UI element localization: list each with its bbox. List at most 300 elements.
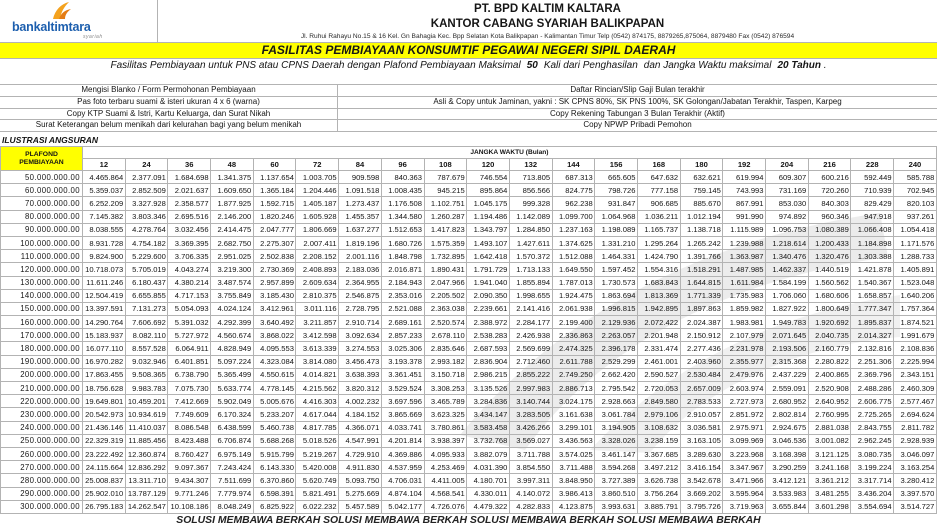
installment-cell: 5.359.037 — [83, 184, 126, 197]
installment-cell: 1.237.163 — [552, 223, 595, 236]
subtitle-text-2: Kali dari Penghasilan — [543, 60, 638, 71]
installment-cell: 4.014.821 — [296, 368, 339, 381]
installment-cell: 2.529.299 — [595, 355, 638, 368]
plafond-cell: 160.000.000.00 — [1, 316, 83, 329]
installment-cell: 1.560.562 — [808, 276, 851, 289]
installment-row — [1, 421, 937, 434]
installment-cell: 3.121.125 — [808, 447, 851, 460]
installment-cell: 1.284.850 — [509, 223, 552, 236]
installment-cell: 999.328 — [509, 197, 552, 210]
installment-cell: 3.046.097 — [894, 447, 937, 460]
installment-cell: 1.341.375 — [211, 171, 254, 184]
installment-cell: 3.601.298 — [808, 500, 851, 513]
installment-cell: 2.129.936 — [595, 316, 638, 329]
branch-name: KANTOR CABANG SYARIAH BALIKPAPAN — [430, 18, 665, 30]
installment-cell: 619.994 — [723, 171, 766, 184]
installment-cell: 2.479.976 — [723, 368, 766, 381]
installment-cell: 7.779.974 — [211, 487, 254, 500]
installment-cell: 14.290.764 — [83, 316, 126, 329]
installment-cell: 1.996.815 — [595, 302, 638, 315]
installment-cell: 1.344.580 — [381, 210, 424, 223]
max-term: 20 Tahun — [777, 60, 821, 71]
installment-cell: 3.529.524 — [381, 382, 424, 395]
installment-cell: 1.115.989 — [723, 223, 766, 236]
installment-cell: 3.108.632 — [637, 421, 680, 434]
installment-cell: 14.262.547 — [125, 500, 168, 513]
installment-cell: 1.874.521 — [894, 316, 937, 329]
installment-cell: 9.508.365 — [125, 368, 168, 381]
installment-cell: 4.253.469 — [424, 461, 467, 474]
installment-row — [1, 236, 937, 249]
installment-cell: 3.711.788 — [509, 447, 552, 460]
installment-cell: 17.863.455 — [83, 368, 126, 381]
installment-row — [1, 302, 937, 315]
installment-cell: 1.374.625 — [552, 236, 595, 249]
installment-cell: 2.975.971 — [723, 421, 766, 434]
installment-cell: 3.997.311 — [509, 474, 552, 487]
installment-cell: 840.363 — [381, 171, 424, 184]
installment-cell: 3.011.116 — [296, 302, 339, 315]
installment-cell: 3.487.574 — [211, 276, 254, 289]
installment-cell: 6.180.437 — [125, 276, 168, 289]
installment-cell: 2.388.972 — [467, 316, 510, 329]
installment-row — [1, 355, 937, 368]
installment-cell: 2.559.091 — [766, 382, 809, 395]
installment-cell: 2.488.286 — [851, 382, 894, 395]
plafond-cell: 210.000.000.00 — [1, 382, 83, 395]
installment-cell: 2.640.952 — [808, 395, 851, 408]
installment-cell: 647.632 — [637, 171, 680, 184]
installment-cell: 3.317.714 — [851, 474, 894, 487]
subtitle-end: . — [823, 60, 827, 71]
installment-cell: 2.694.624 — [894, 408, 937, 421]
installment-cell: 2.546.875 — [339, 289, 382, 302]
installment-cell: 2.358.577 — [168, 197, 211, 210]
installment-cell: 2.414.475 — [211, 223, 254, 236]
installment-cell: 2.007.411 — [296, 236, 339, 249]
requirement-right: Daftar Rincian/Slip Gaji Bulan terakhir — [570, 85, 705, 94]
installment-cell: 931.847 — [595, 197, 638, 210]
installment-cell: 710.939 — [851, 184, 894, 197]
installment-cell: 3.150.718 — [424, 368, 467, 381]
installment-cell: 3.697.596 — [381, 395, 424, 408]
installment-cell: 2.014.327 — [851, 329, 894, 342]
installment-cell: 1.730.573 — [595, 276, 638, 289]
term-header: JANGKA WAKTU (Bulan) — [83, 147, 937, 159]
installment-cell: 3.036.581 — [680, 421, 723, 434]
term-header-cell: 156 — [595, 159, 638, 171]
installment-cell: 3.347.967 — [723, 461, 766, 474]
installment-cell: 829.429 — [851, 197, 894, 210]
installment-cell: 2.749.250 — [552, 368, 595, 381]
installment-cell: 3.756.264 — [637, 487, 680, 500]
installment-cell: 787.679 — [424, 171, 467, 184]
installment-cell: 11.410.037 — [125, 421, 168, 434]
subtitle-text-1: Fasilitas Pembiayaan untuk PNS atau CPNS Daerah dengan Plafond Pembiayaan Maksimal — [110, 60, 521, 71]
installment-cell: 7.749.609 — [168, 408, 211, 421]
installment-cell: 2.577.467 — [894, 395, 937, 408]
installment-cell: 7.511.699 — [211, 474, 254, 487]
requirement-right: Asli & Copy untuk Jaminan, yakni : SK CPNS 80%, SK PNS 100%, SK Golongan/Jabatan Terakhir, Taspen, Karpeg — [433, 96, 842, 106]
installment-cell: 609.307 — [766, 171, 809, 184]
installment-cell: 1.732.895 — [424, 250, 467, 263]
installment-cell: 1.649.550 — [552, 263, 595, 276]
installment-cell: 2.377.091 — [125, 171, 168, 184]
installment-cell: 2.107.979 — [723, 329, 766, 342]
bank-name: PT. BPD KALTIM KALTARA — [474, 3, 621, 15]
installment-cell: 1.080.389 — [808, 223, 851, 236]
installment-cell: 4.729.910 — [339, 447, 382, 460]
installment-cell: 600.216 — [808, 171, 851, 184]
installment-cell: 4.180.701 — [467, 474, 510, 487]
installment-cell: 3.412.961 — [253, 302, 296, 315]
installment-cell: 3.061.784 — [595, 408, 638, 421]
installment-row — [1, 461, 937, 474]
installment-cell: 4.043.274 — [168, 263, 211, 276]
installment-cell: 1.998.655 — [509, 289, 552, 302]
footer-slogan: SOLUSI MEMBAWA BERKAH SOLUSI MEMBAWA BERKAH SOLUSI MEMBAWA BERKAH SOLUSI MEMBAWA BERKAH — [176, 515, 761, 526]
installment-cell: 5.688.268 — [253, 434, 296, 447]
installment-cell: 2.275.307 — [253, 236, 296, 249]
installment-cell: 585.788 — [894, 171, 937, 184]
installment-cell: 8.048.249 — [211, 500, 254, 513]
installment-cell: 991.990 — [723, 210, 766, 223]
installment-cell: 2.072.422 — [637, 316, 680, 329]
installment-cell: 6.170.324 — [211, 408, 254, 421]
installment-cell: 2.680.952 — [766, 395, 809, 408]
installment-cell: 3.865.669 — [381, 408, 424, 421]
installment-cell: 1.036.211 — [637, 210, 680, 223]
installment-cell: 4.416.303 — [296, 395, 339, 408]
installment-cell: 2.857.233 — [381, 329, 424, 342]
installment-cell: 1.592.715 — [253, 197, 296, 210]
installment-cell: 3.711.488 — [552, 461, 595, 474]
max-multiplier: 50 — [526, 60, 538, 71]
installment-cell: 2.851.972 — [723, 408, 766, 421]
installment-cell: 4.123.875 — [552, 500, 595, 513]
installment-cell: 12.504.419 — [83, 289, 126, 302]
installment-cell: 6.252.209 — [83, 197, 126, 210]
installment-cell: 2.461.001 — [637, 355, 680, 368]
installment-cell: 9.983.783 — [125, 382, 168, 395]
installment-cell: 1.365.184 — [253, 184, 296, 197]
installment-cell: 4.140.072 — [509, 487, 552, 500]
plafond-header-label: PLAFOND PEMBIAYAAN — [19, 150, 64, 166]
installment-cell: 2.986.215 — [467, 368, 510, 381]
installment-cell: 4.024.124 — [211, 302, 254, 315]
installment-cell: 2.331.474 — [637, 342, 680, 355]
installment-row — [1, 342, 937, 355]
installment-cell: 1.391.766 — [680, 250, 723, 263]
installment-cell: 2.024.387 — [680, 316, 723, 329]
installment-row — [1, 408, 937, 421]
installment-cell: 3.481.255 — [808, 487, 851, 500]
installment-cell: 8.423.488 — [168, 434, 211, 447]
installment-row — [1, 316, 937, 329]
installment-cell: 3.274.553 — [339, 342, 382, 355]
installment-cell: 2.569.699 — [509, 342, 552, 355]
installment-cell: 3.542.678 — [680, 474, 723, 487]
installment-cell: 6.438.599 — [211, 421, 254, 434]
installment-cell: 3.426.266 — [509, 421, 552, 434]
installment-cell: 1.440.519 — [808, 263, 851, 276]
installment-cell: 2.590.527 — [637, 368, 680, 381]
installment-cell: 3.369.395 — [168, 236, 211, 249]
installment-cell: 1.102.751 — [424, 197, 467, 210]
installment-cell: 15.183.937 — [83, 329, 126, 342]
installment-cell: 1.683.843 — [637, 276, 680, 289]
installment-cell: 7.606.692 — [125, 316, 168, 329]
installment-cell: 6.064.911 — [168, 342, 211, 355]
installment-cell: 6.401.851 — [168, 355, 211, 368]
installment-cell: 5.093.750 — [339, 474, 382, 487]
installment-cell: 3.211.857 — [296, 316, 339, 329]
installment-cell: 3.135.526 — [467, 382, 510, 395]
installment-row — [1, 197, 937, 210]
installment-cell: 2.280.822 — [808, 355, 851, 368]
installment-cell: 3.583.458 — [467, 421, 510, 434]
installment-row — [1, 487, 937, 500]
installment-cell: 2.979.106 — [637, 408, 680, 421]
installment-cell: 2.426.938 — [509, 329, 552, 342]
installment-cell: 1.194.486 — [467, 210, 510, 223]
installment-row — [1, 263, 937, 276]
logo-wordmark: bankaltimtara — [12, 20, 91, 34]
installment-cell: 16.970.282 — [83, 355, 126, 368]
installment-cell: 2.910.714 — [339, 316, 382, 329]
installment-cell: 1.523.048 — [894, 276, 937, 289]
installment-cell: 1.142.089 — [509, 210, 552, 223]
installment-cell: 1.640.206 — [894, 289, 937, 302]
installment-cell: 2.315.368 — [766, 355, 809, 368]
plafond-cell: 170.000.000.00 — [1, 329, 83, 342]
plafond-cell: 100.000.000.00 — [1, 236, 83, 249]
installment-cell: 3.099.969 — [723, 434, 766, 447]
installment-cell: 3.092.634 — [339, 329, 382, 342]
installment-cell: 2.687.593 — [467, 342, 510, 355]
installment-cell: 2.071.645 — [766, 329, 809, 342]
installment-cell: 840.303 — [808, 197, 851, 210]
installment-cell: 3.655.844 — [766, 500, 809, 513]
plafond-cell: 250.000.000.00 — [1, 434, 83, 447]
installment-cell: 2.795.542 — [595, 382, 638, 395]
installment-cell: 5.902.049 — [211, 395, 254, 408]
installment-cell: 1.198.089 — [595, 223, 638, 236]
plafond-cell: 300.000.000.00 — [1, 500, 83, 513]
installment-cell: 5.620.749 — [296, 474, 339, 487]
bank-logo-icon — [50, 1, 72, 20]
installment-cell: 592.449 — [851, 171, 894, 184]
installment-cell: 2.016.871 — [381, 263, 424, 276]
installment-cell: 26.795.183 — [83, 500, 126, 513]
installment-cell: 3.554.694 — [851, 500, 894, 513]
installment-cell: 1.570.372 — [509, 250, 552, 263]
installment-cell: 3.993.631 — [595, 500, 638, 513]
installment-cell: 1.942.895 — [637, 302, 680, 315]
term-header-cell: 192 — [723, 159, 766, 171]
installment-cell: 1.260.287 — [424, 210, 467, 223]
installment-cell: 3.397.570 — [894, 487, 937, 500]
installment-cell: 2.725.265 — [851, 408, 894, 421]
installment-cell: 1.897.863 — [680, 302, 723, 315]
installment-cell: 1.200.433 — [808, 236, 851, 249]
installment-cell: 10.108.186 — [168, 500, 211, 513]
installment-cell: 2.836.904 — [467, 355, 510, 368]
installment-cell: 1.735.983 — [723, 289, 766, 302]
installment-cell: 10.934.619 — [125, 408, 168, 421]
installment-cell: 4.537.959 — [381, 461, 424, 474]
installment-cell: 1.983.981 — [723, 316, 766, 329]
installment-cell: 867.991 — [723, 197, 766, 210]
installment-row — [1, 223, 937, 236]
installment-cell: 937.261 — [894, 210, 937, 223]
installment-cell: 2.928.939 — [894, 434, 937, 447]
installment-cell: 2.403.960 — [680, 355, 723, 368]
installment-cell: 1.462.337 — [766, 263, 809, 276]
plafond-cell: 120.000.000.00 — [1, 263, 83, 276]
installment-cell: 5.005.676 — [253, 395, 296, 408]
installment-cell: 5.275.669 — [339, 487, 382, 500]
installment-cell: 820.103 — [894, 197, 937, 210]
installment-cell: 5.365.499 — [211, 368, 254, 381]
installment-cell: 5.229.600 — [125, 250, 168, 263]
installment-cell: 3.569.027 — [509, 434, 552, 447]
installment-cell: 2.520.574 — [424, 316, 467, 329]
installment-cell: 2.662.420 — [595, 368, 638, 381]
installment-cell: 4.369.886 — [381, 447, 424, 460]
installment-cell: 2.728.795 — [339, 302, 382, 315]
installment-cell: 3.848.950 — [552, 474, 595, 487]
installment-cell: 1.165.737 — [637, 223, 680, 236]
term-header-cell: 84 — [339, 159, 382, 171]
plafond-cell: 60.000.000.00 — [1, 184, 83, 197]
installment-cell: 3.574.025 — [552, 447, 595, 460]
installment-cell: 5.460.738 — [253, 421, 296, 434]
installment-cell: 10.459.201 — [125, 395, 168, 408]
installment-cell: 3.185.430 — [253, 289, 296, 302]
installment-cell: 3.194.905 — [595, 421, 638, 434]
plafond-cell: 220.000.000.00 — [1, 395, 83, 408]
installment-cell: 1.819.196 — [339, 236, 382, 249]
installment-cell: 3.938.397 — [424, 434, 467, 447]
term-header-cell: 180 — [680, 159, 723, 171]
installment-cell: 3.280.412 — [894, 474, 937, 487]
installment-cell: 2.502.838 — [253, 250, 296, 263]
term-header-cell: 144 — [552, 159, 595, 171]
installment-cell: 2.730.369 — [253, 263, 296, 276]
installment-cell: 3.868.022 — [253, 329, 296, 342]
installment-cell: 4.617.044 — [296, 408, 339, 421]
installment-cell: 2.460.309 — [894, 382, 937, 395]
installment-cell: 3.199.224 — [851, 461, 894, 474]
installment-cell: 4.465.864 — [83, 171, 126, 184]
installment-cell: 3.299.101 — [552, 421, 595, 434]
installment-cell: 6.655.855 — [125, 289, 168, 302]
installment-cell: 4.754.182 — [125, 236, 168, 249]
installment-cell: 2.277.436 — [680, 342, 723, 355]
installment-cell: 6.143.330 — [253, 461, 296, 474]
installment-cell: 2.712.460 — [509, 355, 552, 368]
installment-cell: 1.512.088 — [552, 250, 595, 263]
installment-cell: 3.465.789 — [424, 395, 467, 408]
installment-cell: 2.727.973 — [723, 395, 766, 408]
installment-cell: 2.132.816 — [851, 342, 894, 355]
requirement-row — [0, 120, 937, 132]
installment-cell: 3.854.550 — [509, 461, 552, 474]
installment-cell: 3.780.861 — [424, 421, 467, 434]
installment-cell: 1.045.175 — [467, 197, 510, 210]
requirements-table — [0, 84, 937, 132]
installment-cell: 3.436.563 — [552, 434, 595, 447]
installment-cell: 2.193.506 — [766, 342, 809, 355]
installment-cell: 1.295.264 — [637, 236, 680, 249]
installment-cell: 1.991.679 — [894, 329, 937, 342]
installment-cell: 962.238 — [552, 197, 595, 210]
installment-cell: 1.611.984 — [723, 276, 766, 289]
installment-cell: 5.054.093 — [168, 302, 211, 315]
plafond-cell: 290.000.000.00 — [1, 487, 83, 500]
installment-cell: 1.540.367 — [851, 276, 894, 289]
installment-cell: 885.670 — [680, 197, 723, 210]
installment-cell: 18.756.628 — [83, 382, 126, 395]
installment-cell: 2.849.580 — [637, 395, 680, 408]
installment-cell: 9.434.307 — [168, 474, 211, 487]
installment-cell: 3.986.413 — [552, 487, 595, 500]
installment-cell: 2.251.306 — [851, 355, 894, 368]
installment-cell: 13.397.591 — [83, 302, 126, 315]
installment-cell: 9.771.246 — [168, 487, 211, 500]
installment-cell: 1.012.194 — [680, 210, 723, 223]
installment-cell: 702.945 — [894, 184, 937, 197]
installment-cell: 1.806.669 — [296, 223, 339, 236]
installment-cell: 1.554.316 — [637, 263, 680, 276]
installment-cell: 2.881.038 — [808, 421, 851, 434]
installment-cell: 8.557.528 — [125, 342, 168, 355]
installment-cell: 4.095.553 — [253, 342, 296, 355]
installment-cell: 1.890.431 — [424, 263, 467, 276]
installment-cell: 3.163.254 — [894, 461, 937, 474]
plafond-cell: 80.000.000.00 — [1, 210, 83, 223]
installment-cell: 3.290.259 — [766, 461, 809, 474]
installment-cell: 6.706.874 — [211, 434, 254, 447]
installment-cell: 13.311.710 — [125, 474, 168, 487]
installment-cell: 3.626.738 — [637, 474, 680, 487]
installment-row — [1, 171, 937, 184]
installment-cell: 9.032.946 — [125, 355, 168, 368]
installment-cell: 1.054.418 — [894, 223, 937, 236]
installment-cell: 1.003.705 — [296, 171, 339, 184]
installment-cell: 4.828.949 — [211, 342, 254, 355]
installment-cell: 2.239.661 — [467, 302, 510, 315]
installment-row — [1, 434, 937, 447]
installment-table-body — [1, 171, 937, 514]
installment-cell: 3.024.175 — [552, 395, 595, 408]
installment-cell: 2.957.899 — [253, 276, 296, 289]
installment-cell: 1.680.606 — [808, 289, 851, 302]
installment-cell: 2.603.974 — [723, 382, 766, 395]
term-header-cell: 60 — [253, 159, 296, 171]
installment-cell: 1.421.878 — [851, 263, 894, 276]
installment-cell: 5.018.526 — [296, 434, 339, 447]
term-header-row — [1, 159, 937, 171]
term-header-cell: 72 — [296, 159, 339, 171]
installment-cell: 1.800.649 — [808, 302, 851, 315]
installment-cell: 2.437.229 — [766, 368, 809, 381]
installment-cell: 6.975.149 — [211, 447, 254, 460]
installment-cell: 1.405.187 — [296, 197, 339, 210]
installment-cell: 19.649.801 — [83, 395, 126, 408]
installment-cell: 2.353.016 — [381, 289, 424, 302]
